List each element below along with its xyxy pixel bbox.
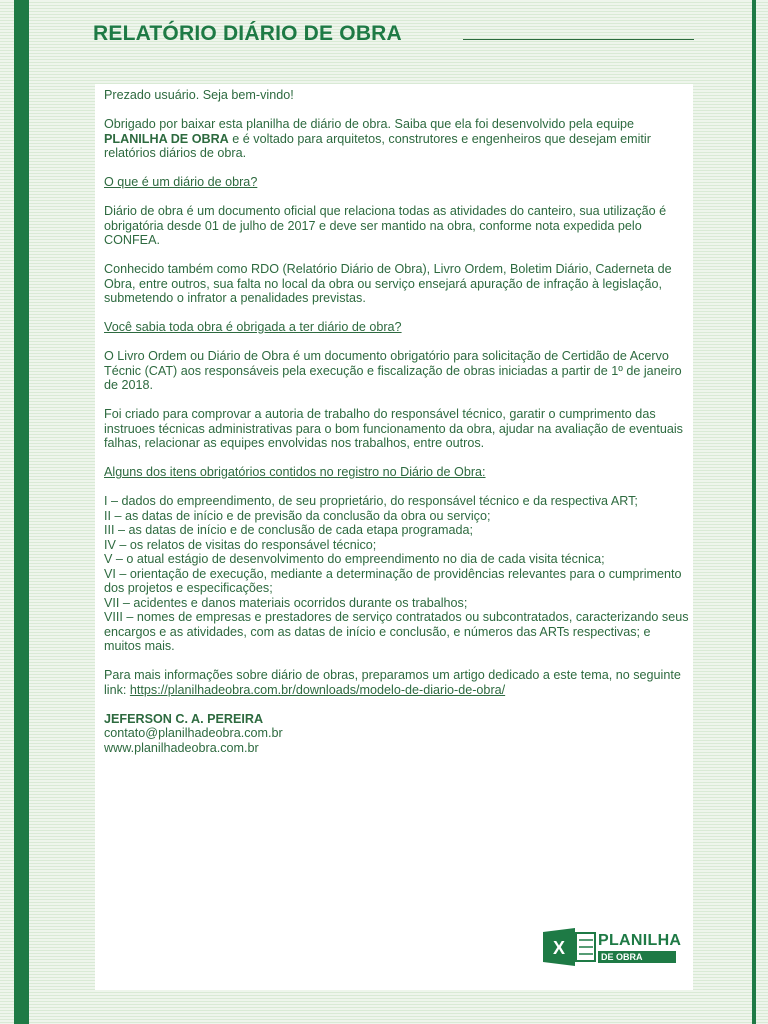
author-name: JEFERSON C. A. PEREIRA	[104, 711, 264, 726]
author-email: contato@planilhadeobra.com.br	[104, 726, 283, 740]
section-heading-what-is: O que é um diário de obra?	[104, 175, 258, 189]
right-accent-bar	[752, 0, 756, 1024]
left-accent-bar	[14, 0, 29, 1024]
list-item: VIII – nomes de empresas e prestadores de serviço contratados ou subcontratados, caracterizando seus encargos e as atividades, com as datas de início e conclusão, e números das ARTs respectivas; e muitos mais.	[104, 610, 689, 653]
items-list	[104, 494, 689, 654]
intro-paragraph	[104, 117, 689, 161]
excel-x-icon	[543, 928, 597, 966]
list-item: VII – acidentes e danos materiais ocorridos durante os trabalhos;	[104, 595, 468, 610]
logo-letter: X	[552, 938, 566, 958]
section-heading-mandatory: Você sabia toda obra é obrigada a ter diário de obra?	[104, 320, 402, 334]
list-item: I – dados do empreendimento, de seu proprietário, do responsável técnico e da respectiva ART;	[104, 494, 638, 508]
page-title: RELATÓRIO DIÁRIO DE OBRA	[93, 22, 402, 45]
logo-subtitle: DE OBRA	[598, 951, 676, 963]
planilha-de-obra-logo	[543, 928, 682, 966]
more-info-text: Para mais informações sobre diário de obras, preparamos um artigo dedicado a este tema, no seguinte link:	[104, 668, 681, 697]
paragraph-definition: Diário de obra é um documento oficial que relaciona todas as atividades do canteiro, sua utilização é obrigatória desde 01 de julho de 2017 e deve ser mantido na obra, conforme nota expedida pelo CONFEA.	[104, 204, 667, 247]
content-panel	[95, 84, 693, 990]
section-heading-items: Alguns dos itens obrigatórios contidos no registro no Diário de Obra:	[104, 465, 486, 479]
intro-text-2: e é voltado para arquitetos, construtores e engenheiros que desejam emitir relatórios diários de obra.	[104, 131, 651, 160]
greeting: Prezado usuário. Seja bem-vindo!	[104, 88, 294, 102]
article-link[interactable]: https://planilhadeobra.com.br/downloads/modelo-de-diario-de-obra/	[129, 682, 506, 697]
more-info-paragraph	[104, 668, 689, 697]
list-item: VI – orientação de execução, mediante a determinação de providências relevantes para o cumprimento dos projetos e especificações;	[104, 566, 682, 595]
title-rule	[463, 39, 694, 40]
paragraph-purpose: Foi criado para comprovar a autoria de trabalho do responsável técnico, garatir o cumprimento das instruoes técnicas administrativas para o bom funcionamento da obra, ajudar na avaliação de eventuais falhas, relacionar as equipes envolvidas nos trabalhos, entre outros.	[104, 407, 683, 450]
list-item: III – as datas de início e de conclusão de cada etapa programada;	[104, 523, 473, 537]
list-item: IV – os relatos de visitas do responsável técnico;	[104, 537, 377, 552]
intro-text-1: Obrigado por baixar esta planilha de diário de obra. Saiba que ela foi desenvolvido pela equipe	[104, 117, 635, 131]
list-item: II – as datas de início e de previsão da conclusão da obra ou serviço;	[104, 508, 491, 523]
logo-word: PLANILHA	[598, 932, 682, 949]
author-website: www.planilhadeobra.com.br	[104, 740, 259, 755]
document-body	[104, 88, 689, 755]
paragraph-also-known: Conhecido também como RDO (Relatório Diário de Obra), Livro Ordem, Boletim Diário, Caderneta de Obra, entre outros, sua falta no local da obra ou serviço ensejará apuração de infração à legislação, submetendo o infrator a penalidades previstas.	[104, 262, 672, 305]
paragraph-livro-ordem: O Livro Ordem ou Diário de Obra é um documento obrigatório para solicitação de Certidão de Acervo Técnic (CAT) aos responsáveis pela execução e fiscalização de obras iniciadas a partir de 1º de janeiro de 2018.	[104, 349, 682, 392]
signature-block	[104, 712, 689, 756]
intro-brand: PLANILHA DE OBRA	[104, 131, 229, 146]
list-item: V – o atual estágio de desenvolvimento do empreendimento no dia de cada visita técnica;	[104, 552, 605, 566]
